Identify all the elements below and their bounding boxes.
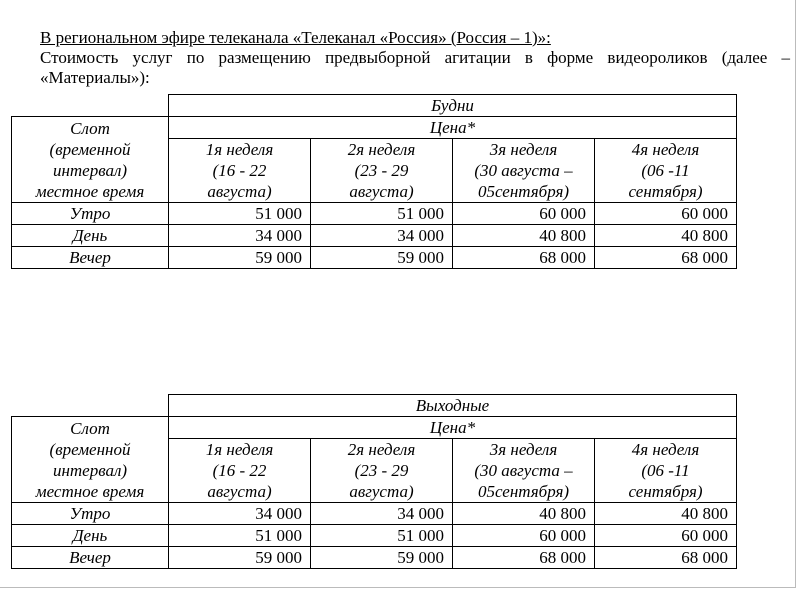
document-heading bbox=[40, 28, 790, 88]
price-cell: 68 000 bbox=[595, 247, 737, 269]
heading-line-description: Стоимость услуг по размещению предвыборной агитации в форме видеороликов (далее – «Материалы»): bbox=[40, 48, 790, 87]
period-header: Будни bbox=[169, 95, 737, 117]
price-cell: 40 800 bbox=[595, 225, 737, 247]
week-header-line: 4я неделя bbox=[631, 440, 700, 459]
price-cell: 34 000 bbox=[311, 503, 453, 525]
week-header-line: августа) bbox=[349, 182, 414, 201]
week-header-line: августа) bbox=[349, 482, 414, 501]
table-row bbox=[12, 547, 737, 569]
slot-label: Вечер bbox=[12, 547, 169, 569]
price-cell: 60 000 bbox=[453, 203, 595, 225]
week-header-line: (06 -11 bbox=[641, 161, 690, 180]
period-header: Выходные bbox=[169, 395, 737, 417]
blank-cell bbox=[12, 395, 169, 417]
price-cell: 59 000 bbox=[311, 547, 453, 569]
week-header bbox=[453, 439, 595, 503]
slot-label: Утро bbox=[12, 203, 169, 225]
price-cell: 60 000 bbox=[453, 525, 595, 547]
price-header: Цена* bbox=[169, 417, 737, 439]
week-header-line: 05сентября) bbox=[477, 182, 570, 201]
price-cell: 40 800 bbox=[595, 503, 737, 525]
price-cell: 51 000 bbox=[169, 525, 311, 547]
week-header bbox=[595, 139, 737, 203]
price-cell: 60 000 bbox=[595, 525, 737, 547]
price-cell: 34 000 bbox=[169, 503, 311, 525]
price-cell: 68 000 bbox=[453, 547, 595, 569]
week-header bbox=[169, 439, 311, 503]
week-header-line: (23 - 29 bbox=[354, 461, 409, 480]
price-cell: 34 000 bbox=[169, 225, 311, 247]
slot-header bbox=[12, 417, 169, 503]
week-header-line: 4я неделя bbox=[631, 140, 700, 159]
table-row bbox=[12, 525, 737, 547]
slot-header-line: (временной bbox=[49, 439, 131, 459]
weekends-price-table bbox=[11, 394, 737, 569]
slot-label: День bbox=[12, 225, 169, 247]
slot-header-line: Слот bbox=[70, 418, 110, 438]
week-header-line: (16 - 22 bbox=[212, 461, 267, 480]
slot-header-line: интервал) bbox=[52, 160, 128, 180]
table-row bbox=[12, 225, 737, 247]
slot-label: День bbox=[12, 525, 169, 547]
week-header-line: (30 августа – bbox=[474, 461, 573, 480]
week-header bbox=[595, 439, 737, 503]
price-cell: 40 800 bbox=[453, 503, 595, 525]
week-header-line: (06 -11 bbox=[641, 461, 690, 480]
price-cell: 59 000 bbox=[169, 247, 311, 269]
week-header-line: 2я неделя bbox=[347, 440, 416, 459]
price-cell: 51 000 bbox=[311, 525, 453, 547]
table-row bbox=[12, 503, 737, 525]
price-cell: 59 000 bbox=[311, 247, 453, 269]
week-header bbox=[311, 139, 453, 203]
slot-header-line: (временной bbox=[49, 139, 131, 159]
slot-header bbox=[12, 117, 169, 203]
week-header-line: (16 - 22 bbox=[212, 161, 267, 180]
price-cell: 68 000 bbox=[595, 547, 737, 569]
week-header-line: (30 августа – bbox=[474, 161, 573, 180]
week-header-line: (23 - 29 bbox=[354, 161, 409, 180]
price-cell: 40 800 bbox=[453, 225, 595, 247]
week-header bbox=[169, 139, 311, 203]
price-header: Цена* bbox=[169, 117, 737, 139]
weekdays-price-table bbox=[11, 94, 737, 269]
blank-cell bbox=[12, 95, 169, 117]
week-header-line: 3я неделя bbox=[489, 440, 558, 459]
slot-header-line: местное время bbox=[35, 481, 145, 501]
price-cell: 51 000 bbox=[169, 203, 311, 225]
table-row bbox=[12, 247, 737, 269]
slot-label: Утро bbox=[12, 503, 169, 525]
week-header-line: сентября) bbox=[628, 182, 703, 201]
heading-line-channel: В региональном эфире телеканала «Телеканал «Россия» (Россия – 1)»: bbox=[40, 28, 551, 47]
slot-header-line: местное время bbox=[35, 181, 145, 201]
week-header bbox=[311, 439, 453, 503]
week-header-line: 2я неделя bbox=[347, 140, 416, 159]
week-header-line: сентября) bbox=[628, 482, 703, 501]
slot-header-line: интервал) bbox=[52, 460, 128, 480]
price-cell: 51 000 bbox=[311, 203, 453, 225]
price-cell: 59 000 bbox=[169, 547, 311, 569]
week-header-line: 1я неделя bbox=[205, 440, 274, 459]
price-cell: 34 000 bbox=[311, 225, 453, 247]
price-cell: 68 000 bbox=[453, 247, 595, 269]
week-header-line: августа) bbox=[207, 182, 272, 201]
week-header-line: августа) bbox=[207, 482, 272, 501]
week-header bbox=[453, 139, 595, 203]
table-row bbox=[12, 203, 737, 225]
week-header-line: 3я неделя bbox=[489, 140, 558, 159]
week-header-line: 05сентября) bbox=[477, 482, 570, 501]
week-header-line: 1я неделя bbox=[205, 140, 274, 159]
price-cell: 60 000 bbox=[595, 203, 737, 225]
slot-label: Вечер bbox=[12, 247, 169, 269]
slot-header-line: Слот bbox=[70, 118, 110, 138]
